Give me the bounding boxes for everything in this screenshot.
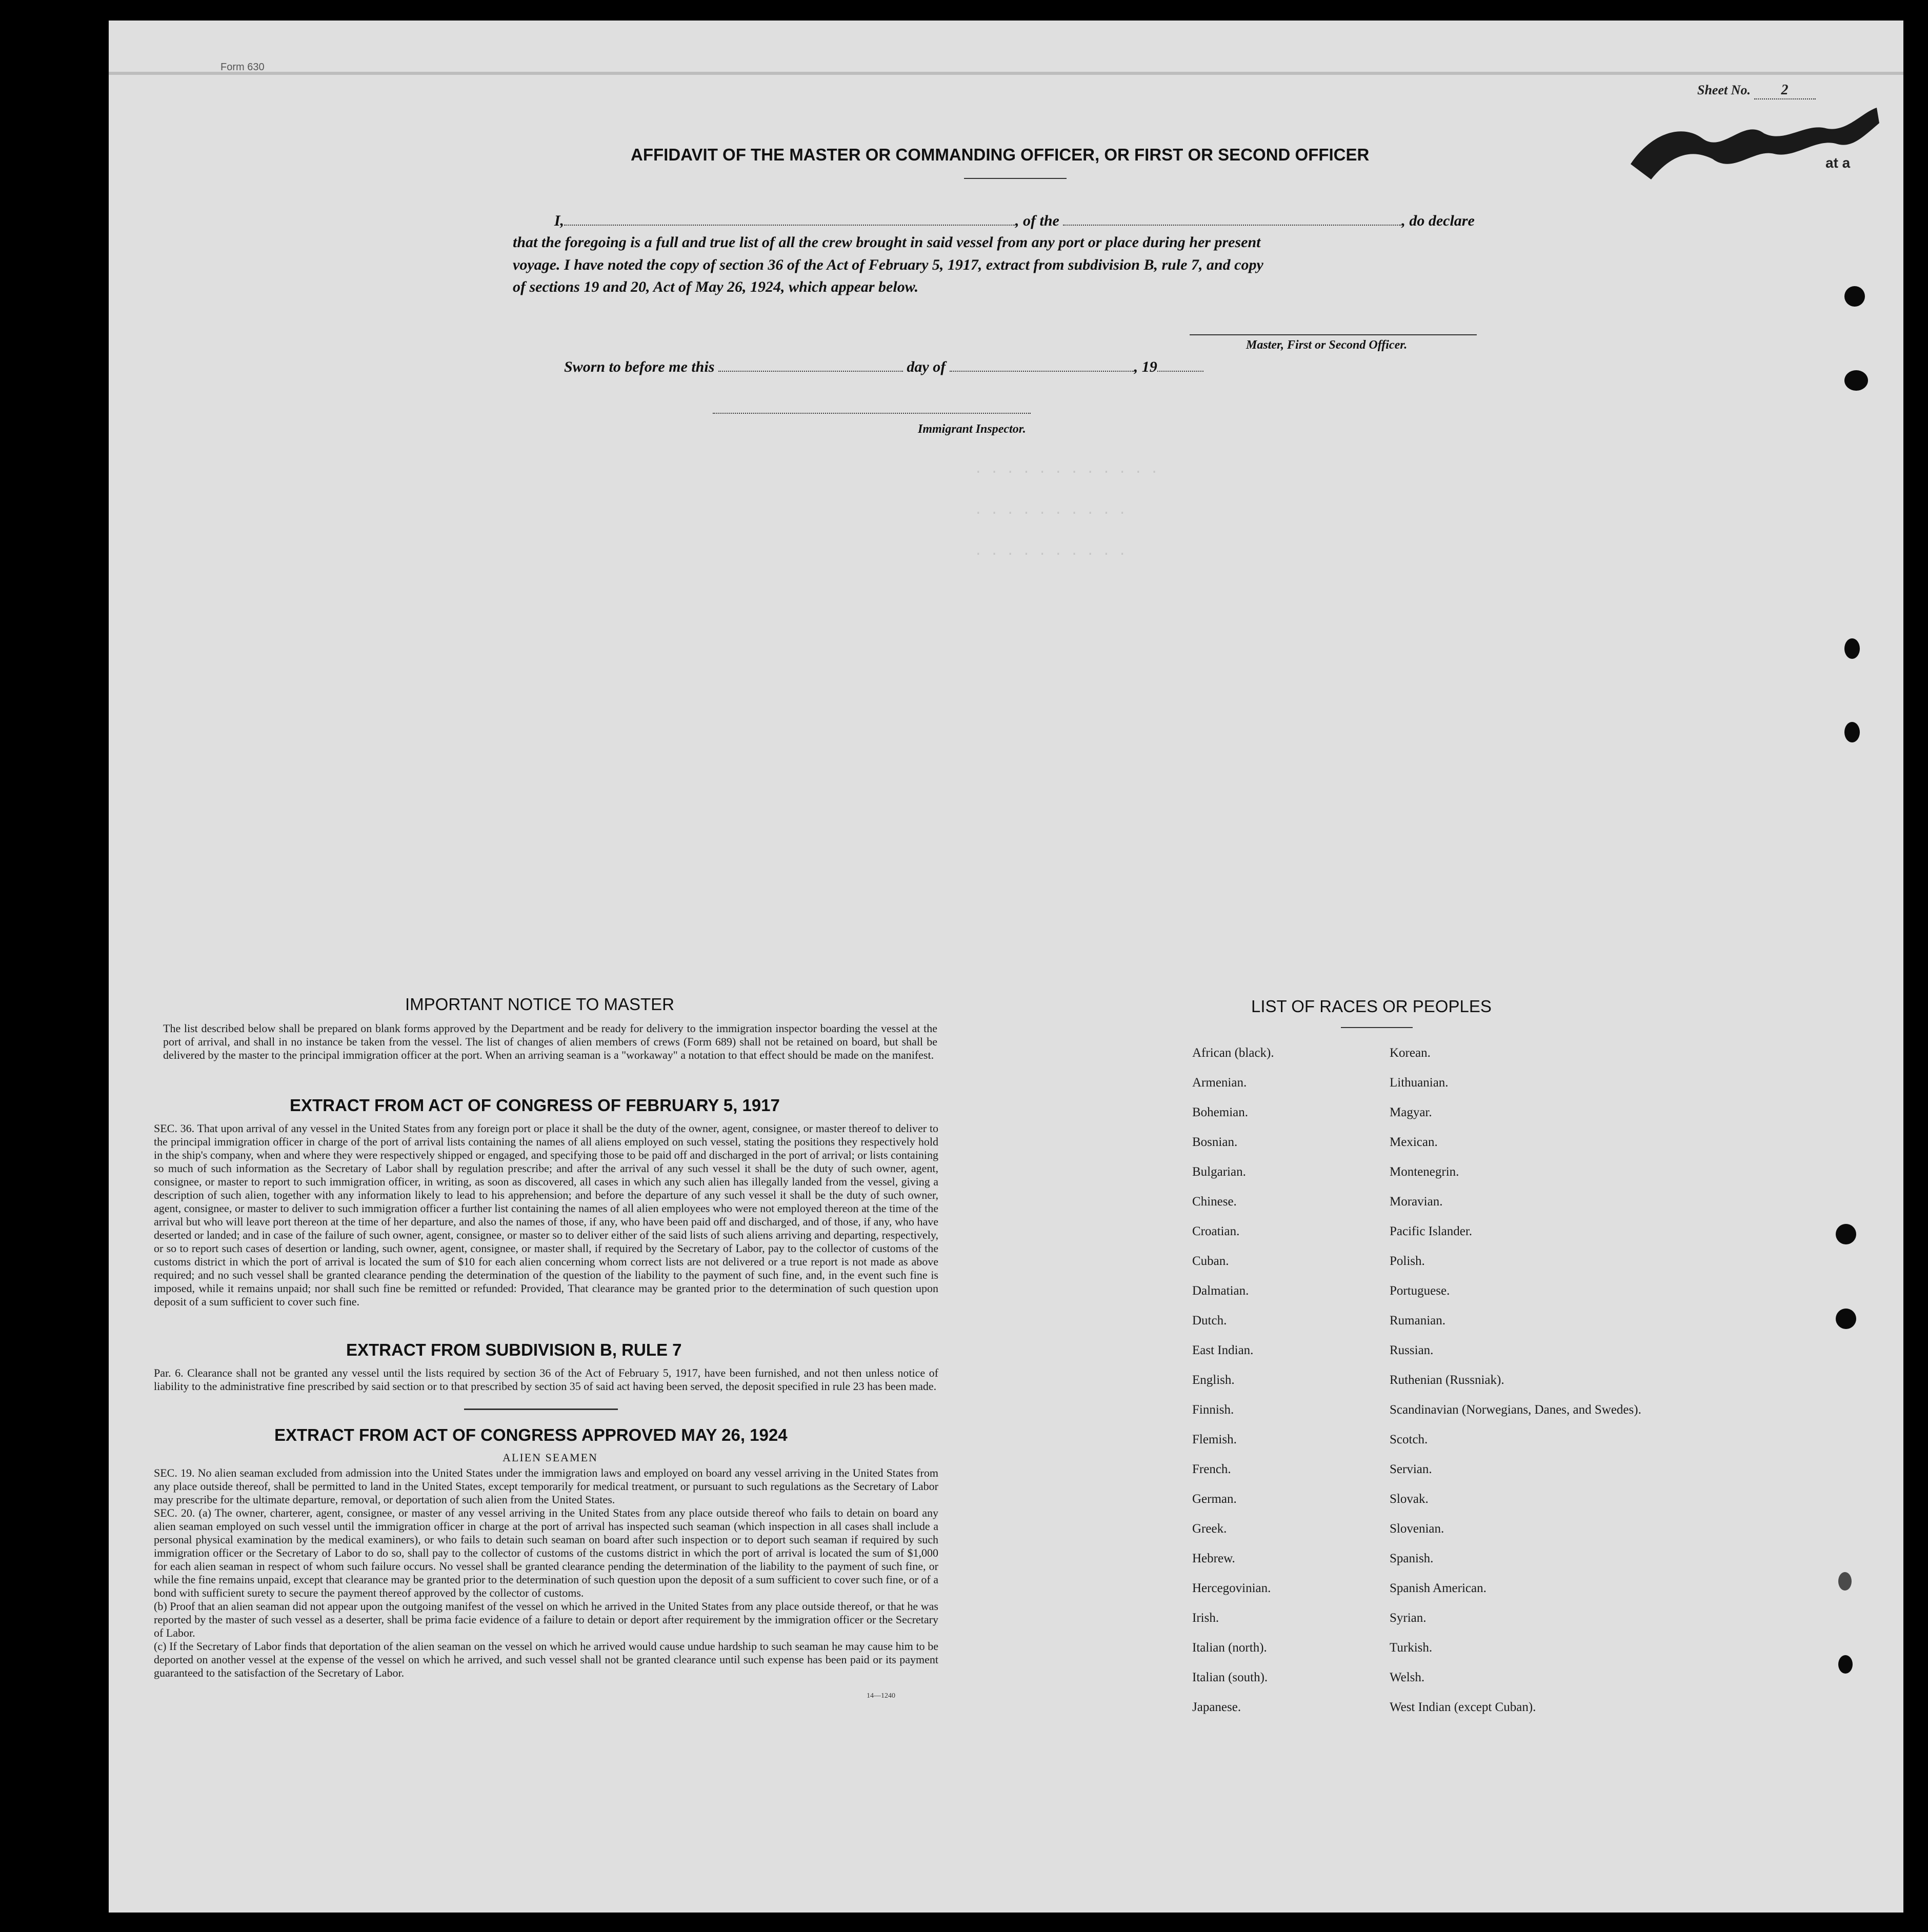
- races-title: LIST OF RACES OR PEOPLES: [1251, 997, 1492, 1016]
- race-item: Russian.: [1390, 1343, 1434, 1357]
- race-item: African (black).: [1192, 1046, 1274, 1060]
- affidavit-title: AFFIDAVIT OF THE MASTER OR COMMANDING OFFICER, OR FIRST OR SECOND OFFICER: [631, 145, 1370, 164]
- race-item: Hebrew.: [1192, 1552, 1235, 1565]
- race-item: Slovak.: [1390, 1492, 1429, 1506]
- race-item: Welsh.: [1390, 1671, 1425, 1684]
- section-20c: (c) If the Secretary of Labor finds that deportation of the alien seaman on the vessel on which he arrived would cause undue hardship to such seaman he may cause him to be deported on another vessel at the expense of the vessel on which he arrived, and such vessel shall not be granted clearance until such expense has been paid or its payment guaranteed to the satisfaction of the Secretary of Labor.: [154, 1640, 938, 1679]
- race-item: Chinese.: [1192, 1195, 1237, 1209]
- bleed-through-text: . . . . . . . . . . . . . . . . . . . . . . . . . . . . . . . .: [974, 461, 1158, 559]
- punch-hole: [1836, 1309, 1856, 1329]
- race-item: English.: [1192, 1373, 1235, 1387]
- title-underline: [964, 178, 1067, 179]
- sheet-number-label: [1697, 82, 1816, 99]
- sheet-label: Sheet No.: [1697, 83, 1751, 97]
- race-item: Spanish American.: [1390, 1581, 1487, 1595]
- race-item: Montenegrin.: [1390, 1165, 1459, 1179]
- race-item: Dutch.: [1192, 1314, 1227, 1327]
- race-item: East Indian.: [1192, 1343, 1254, 1357]
- race-item: Japanese.: [1192, 1700, 1241, 1714]
- punch-hole: [1838, 1572, 1852, 1591]
- race-item: Pacific Islander.: [1390, 1224, 1473, 1238]
- race-item: Finnish.: [1192, 1403, 1234, 1417]
- race-item: Hercegovinian.: [1192, 1581, 1271, 1595]
- affidavit-line-2: that the foregoing is a full and true list of all the crew brought in said vessel from any port or place during her present: [513, 234, 1261, 251]
- race-item: Scandinavian (Norwegians, Danes, and Swedes).: [1390, 1403, 1641, 1417]
- race-item: Scotch.: [1390, 1433, 1428, 1446]
- punch-hole: [1844, 722, 1860, 742]
- extract-1917-body: SEC. 36. That upon arrival of any vessel in the United States from any foreign port or place it shall be the duty of the owner, agent, consignee, or master thereof to deliver to the principal immigration officer in charge of the port of arrival lists containing the names of all aliens employed on such vessel, stating the positions they respectively hold in the ship's company, when and where they were respectively shipped or engaged, and specifying those to be paid off and discharged in the port of arrival; or lists containing so much of such information as the Secretary of Labor shall by regulation prescribe; and after the arrival of any such vessel it shall be the duty of such owner, agent, consignee, or master to report to such immigration officer, in writing, as soon as discovered, all cases in which any such alien has illegally landed from the vessel, giving a description of such alien, together with any information likely to lead to his apprehension; and before the departure of any such vessel it shall be the duty of such owner, agent, consignee, or master to deliver to such immigration officer a further list containing the names of all alien employees who were not employed thereon at the time of the arrival but who will leave port thereon at the time of her departure, and also the names of those, if any, who have been paid off and discharged, and of those, if any, who have deserted or landed; and in case of the failure of such owner, agent, consignee, or master so to deliver either of the said lists of such aliens arriving and departing, respectively, or so to report such cases of desertion or landing, such owner, agent, consignee, or master shall, if required by the Secretary of Labor, pay to the collector of customs of the customs district in which the port of arrival is located the sum of $10 for each alien concerning whom correct lists are not delivered or a true report is not made as above required; and no such vessel shall be granted clearance pending the determination of the question of the liability to the payment of such fine, and, in the event such fine is imposed, while it remains unpaid; nor shall such fine be remitted or refunded: Provided, That clearance may be granted prior to the determination of such question upon deposit of a sum sufficient to cover such fine.: [154, 1122, 938, 1308]
- punch-hole: [1838, 1655, 1853, 1674]
- race-item: Cuban.: [1192, 1254, 1229, 1268]
- affidavit-line-3: voyage. I have noted the copy of section 36 of the Act of February 5, 1917, extract from subdivision B, rule 7, and copy: [513, 256, 1263, 273]
- torn-corner-text: at a: [1825, 155, 1851, 171]
- race-item: Magyar.: [1390, 1105, 1432, 1119]
- punch-hole: [1844, 286, 1865, 307]
- race-item: Bohemian.: [1192, 1105, 1249, 1119]
- race-item: Moravian.: [1390, 1195, 1443, 1209]
- race-item: Irish.: [1192, 1611, 1219, 1625]
- notice-title: IMPORTANT NOTICE TO MASTER: [405, 995, 675, 1014]
- race-item: Turkish.: [1390, 1641, 1433, 1655]
- form-number: Form 630: [220, 62, 265, 73]
- race-item: German.: [1192, 1492, 1237, 1506]
- extract-1924-title: EXTRACT FROM ACT OF CONGRESS APPROVED MAY 26, 1924: [274, 1425, 788, 1444]
- race-item: Italian (north).: [1192, 1641, 1267, 1655]
- punch-hole: [1844, 638, 1860, 659]
- race-item: Rumanian.: [1390, 1314, 1446, 1327]
- day-of-label: day of: [907, 358, 946, 375]
- race-item: Spanish.: [1390, 1552, 1434, 1565]
- races-left-column: [1192, 1046, 1377, 1730]
- affidavit-line-4: of sections 19 and 20, Act of May 26, 1924, which appear below.: [513, 278, 919, 295]
- race-item: Ruthenian (Russniak).: [1390, 1373, 1504, 1387]
- of-the-label: , of the: [1015, 212, 1059, 229]
- race-item: Polish.: [1390, 1254, 1425, 1268]
- race-item: Portuguese.: [1390, 1284, 1450, 1298]
- race-item: Servian.: [1390, 1462, 1432, 1476]
- race-item: Bosnian.: [1192, 1135, 1238, 1149]
- extract-rule7-body: Par. 6. Clearance shall not be granted any vessel until the lists required by section 36 of the Act of February 5, 1917, have been furnished, and not then unless notice of liability to the administrative fine prescribed by said section or to that prescribed by section 35 of said act having been served, the deposit specified in rule 23 has been made.: [154, 1366, 938, 1393]
- section-19: SEC. 19. No alien seaman excluded from admission into the United States under the immigration laws and employed on board any vessel arriving in the United States from any place outside thereof, shall be permitted to land in the United States, except temporarily for medical treatment, or pursuant to such regulations as the Secretary of Labor may prescribe for the ultimate departure, removal, or deportation of such alien from the United States.: [154, 1466, 938, 1506]
- race-item: Mexican.: [1390, 1135, 1438, 1149]
- races-title-underline: [1341, 1027, 1413, 1028]
- race-item: Bulgarian.: [1192, 1165, 1246, 1179]
- race-item: Armenian.: [1192, 1076, 1247, 1090]
- extract-1924-body: [154, 1466, 938, 1680]
- punch-hole: [1836, 1224, 1856, 1244]
- declarant-prefix: I,: [554, 212, 564, 229]
- inspector-signature-line[interactable]: [713, 398, 1031, 414]
- paper-fold: [109, 72, 1903, 75]
- notice-body: The list described below shall be prepared on blank forms approved by the Department and be ready for delivery to the immigration inspector boarding the vessel at the port of arrival, and shall in no instance be taken from the vessel. The list of changes of alien members of crews (Form 689) shall not be retained on board, but shall be delivered by the master to the principal immigration officer at the port. When an arriving seaman is a "workaway" a notation to that effect should be made on the manifest.: [163, 1022, 937, 1061]
- sworn-line: [564, 356, 1203, 376]
- torn-paper-mark: [1620, 103, 1887, 190]
- race-item: French.: [1192, 1462, 1231, 1476]
- sheet-number: 2: [1754, 82, 1816, 99]
- race-item: Syrian.: [1390, 1611, 1427, 1625]
- extract-rule7-title: EXTRACT FROM SUBDIVISION B, RULE 7: [346, 1340, 682, 1359]
- race-item: Flemish.: [1192, 1433, 1237, 1446]
- race-item: Korean.: [1390, 1046, 1431, 1060]
- race-item: Slovenian.: [1390, 1522, 1444, 1536]
- print-code: 14—1240: [867, 1692, 895, 1700]
- sworn-month-field[interactable]: [950, 356, 1134, 372]
- sworn-year-field[interactable]: [1157, 356, 1203, 372]
- alien-seamen-subtitle: ALIEN SEAMEN: [503, 1451, 598, 1464]
- inspector-caption: Immigrant Inspector.: [918, 422, 1026, 436]
- race-item: West Indian (except Cuban).: [1390, 1700, 1536, 1714]
- master-signature-caption: Master, First or Second Officer.: [1246, 338, 1408, 352]
- race-item: Greek.: [1192, 1522, 1227, 1536]
- races-right-column: [1390, 1046, 1646, 1730]
- section-20a: SEC. 20. (a) The owner, charterer, agent, consignee, or master of any vessel arriving in the United States from any place outside thereof who fails to detain on board any alien seaman employed on such vessel until the immigration officer in charge at the port of arrival has inspected such seaman (which inspection in all cases shall include a personal physical examination by the medical examiners), or who fails to detain such seaman on board after such inspection or to deport such seaman if required by such immigration officer or the Secretary of Labor to do so, shall pay to the collector of customs of the customs district in which the port of arrival is located the sum of $1,000 for each alien seaman in respect of whom such failure occurs. No vessel shall be granted clearance pending the determination of the liability to the payment of such fine, or while the fine remains unpaid, except that clearance may be granted prior to the determination of such question upon the deposit of a sum sufficient to cover such fine, or of a bond with sufficient surety to secure the payment thereof approved by the collector of customs.: [154, 1506, 938, 1599]
- section-20b: (b) Proof that an alien seaman did not appear upon the outgoing manifest of the vessel on which he arrived in the United States from any place outside thereof, or that he was reported by the master of such vessel as a deserter, shall be prima facie evidence of a failure to detain or deport after requirement by the immigration officer or the Secretary of Labor.: [154, 1600, 938, 1639]
- race-item: Dalmatian.: [1192, 1284, 1249, 1298]
- affidavit-line-1: [513, 210, 1508, 230]
- race-item: Italian (south).: [1192, 1671, 1268, 1684]
- sworn-label: Sworn to before me this: [564, 358, 715, 375]
- race-item: Lithuanian.: [1390, 1076, 1449, 1090]
- declarant-name-field[interactable]: [564, 210, 1015, 226]
- vessel-name-field[interactable]: [1063, 210, 1401, 226]
- sworn-day-field[interactable]: [718, 356, 903, 372]
- master-signature-line[interactable]: [1190, 334, 1477, 335]
- punch-hole: [1844, 370, 1868, 391]
- year-prefix: , 19: [1134, 358, 1157, 375]
- extract-1917-title: EXTRACT FROM ACT OF CONGRESS OF FEBRUARY 5, 1917: [290, 1096, 780, 1115]
- race-item: Croatian.: [1192, 1224, 1240, 1238]
- section-divider: [464, 1408, 618, 1410]
- declare-label: , do declare: [1401, 212, 1475, 229]
